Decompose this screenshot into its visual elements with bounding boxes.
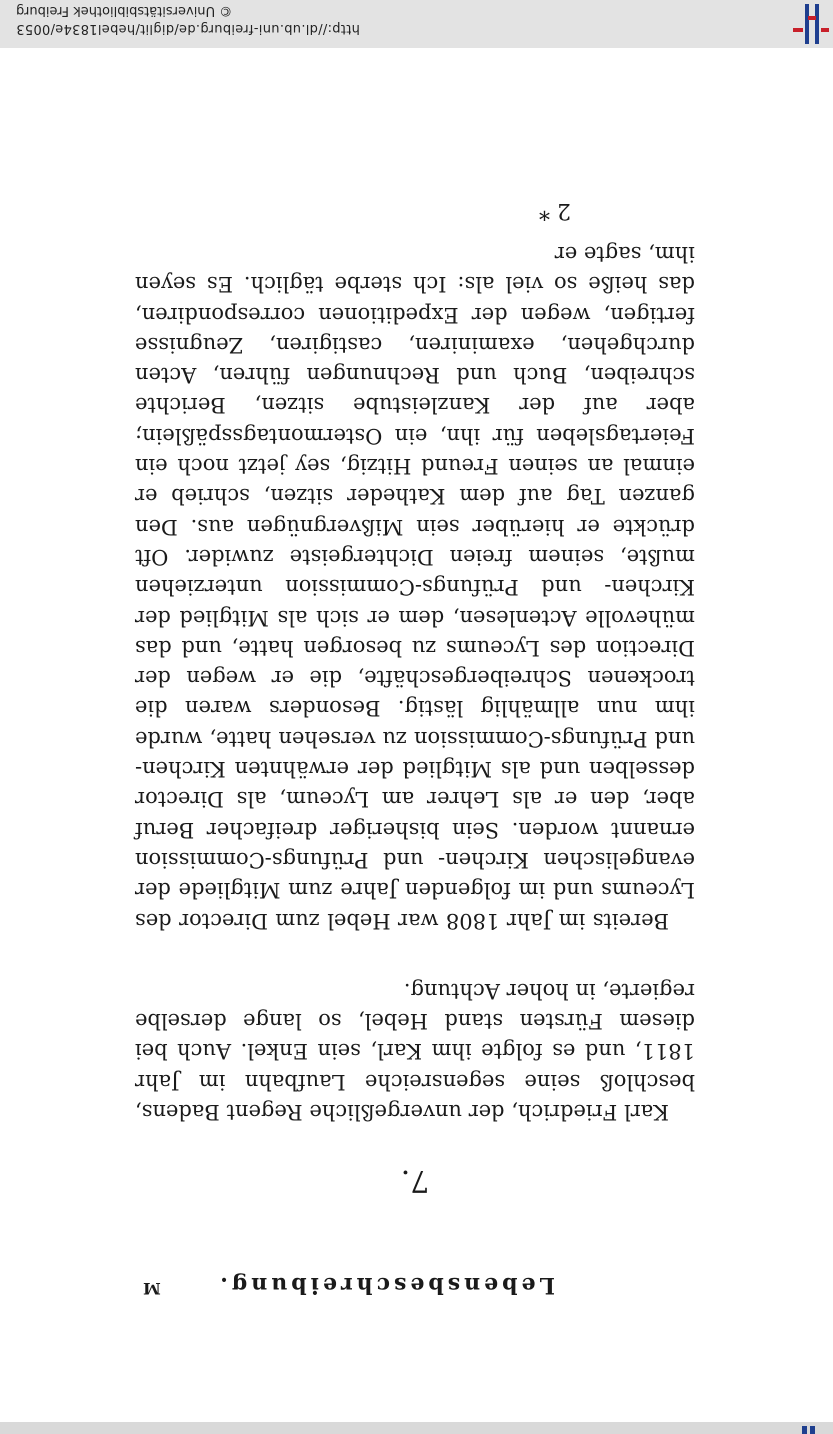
paragraph: Karl Friedrich, der unvergeßliche Regent Badens, beschloß seine segensreiche Laufbahn im Jahr 1811, und es folgte ihm Karl, sein Enkel. Auch bei diesem Fürsten stand Hebel, so lange derselbe regierte, in hoher Achtung. [135, 978, 695, 1124]
section-number: 7. [400, 1163, 430, 1198]
page-signature: 2 * [539, 197, 571, 223]
paragraph: Bereits im Jahr 1808 war Hebel zum Director des Lyceums und im folgenden Jahre zum Mitgliede der evangelischen Kirchen- und Prüfungs-Commission ernannt worden. Sein bisheriger dreifacher Beruf aber, den er als Lehrer am Lyceum, als Director desselben und als Mitglied der erwähnten Kirchen- und Prüfungs-Commission zu versehen hatte, wurde ihm nun allmählig lästig. Besonders waren die trockenen Schreibergeschäfte, die er wegen der Direction des Lyceums zu besorgen hatte, und das mühevolle Actenlesen, dem er sich als Mitglied der Kirchen- und Prüfungs-Commission unterziehen mußte, seinem freien Dichtergeiste zuwider. Oft drückte er hierüber sein Mißvergnügen aus. Den ganzen Tag auf dem Katheder sitzen, schrieb er einmal an seinen Freund Hitzig, sey jetzt noch ein Feiertagsleben für ihn, ein Ostermontagsspäßlein; aber auf der Kanzleistube sitzen, Berichte schreiben, Buch und Rechnungen führen, Acten durchgehen, examiniren, castigiren, Zeugnisse fertigen, wegen der Expeditionen correspondiren, das heiße so viel als: Ich sterbe täglich. Es seyen ihm, sagte er [135, 241, 695, 933]
book-page [135, 198, 695, 1302]
running-title: Lebensbeschreibung. [216, 1272, 555, 1298]
signature-mark: M [143, 1279, 161, 1298]
running-head [135, 1262, 695, 1302]
source-url-link[interactable]: http://dl.ub.uni-freiburg.de/diglit/hebel1834e/0053 [16, 21, 360, 36]
ub-freiburg-logo-icon[interactable] [779, 0, 833, 48]
copyright-notice: © Universitätsbibliothek Freiburg [16, 3, 233, 18]
viewer-header-strip [0, 1422, 833, 1434]
viewer-footer [0, 0, 833, 48]
ub-freiburg-logo-icon [791, 1424, 817, 1434]
